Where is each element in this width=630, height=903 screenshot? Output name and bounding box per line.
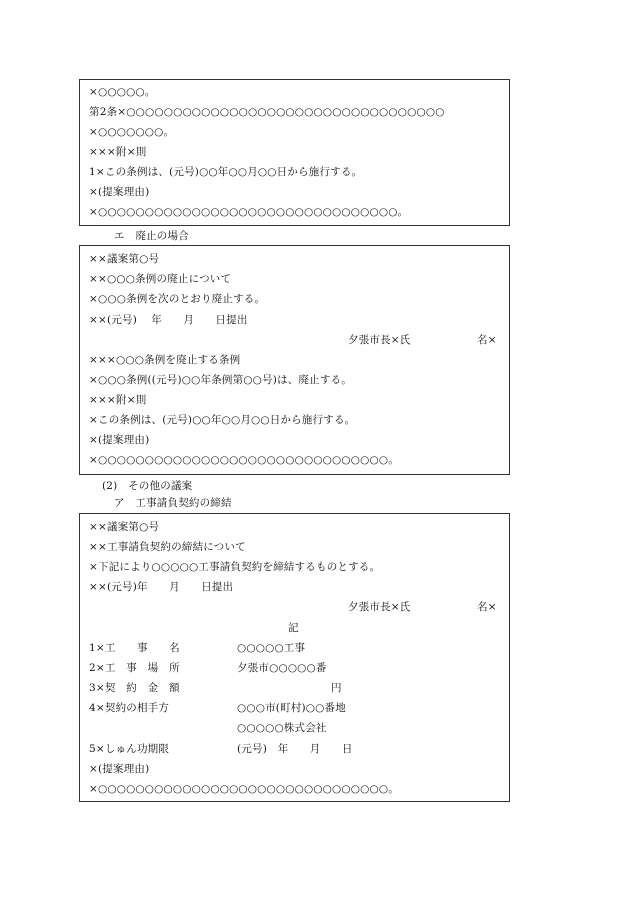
text-line: ××議案第○号 [89,521,160,533]
text-line: ×××○○○条例を廃止する条例 [89,354,241,366]
text-line: ×○○○条例を次のとおり廃止する。 [89,293,266,305]
section-heading-other-bills: (2) その他の議案 [102,480,193,492]
text-line: ××工事請負契約の締結について [89,541,246,553]
text-line: ×(提案理由) [89,186,150,198]
text-line: ××○○○条例の廃止について [89,273,232,285]
text-line: ×○○○○○。 [89,86,156,98]
text-line: ×○○○○○○○。 [89,126,175,138]
ki-heading: 記 [288,622,299,634]
submission-date: ××(元号) 年 月 日提出 [89,314,248,326]
text-line: ×○○○○○○○○○○○○○○○○○○○○○○○○○○○○○○○。 [89,454,399,466]
item-value: ○○○市(町村)○○番地 [237,702,346,714]
text-line: ×○○○○○○○○○○○○○○○○○○○○○○○○○○○○○○○○。 [89,206,409,218]
item-label: 5×しゅん功期限 [89,743,170,755]
text-line: ××議案第○号 [89,253,160,265]
item-value: ○○○○○工事 [237,642,306,654]
text-line: ×××附×則 [89,394,147,406]
text-line: ×(提案理由) [89,763,150,775]
item-label: 2×工 事 場 所 [89,662,180,674]
mayor-signature-name: 名× [477,334,497,346]
text-line: ×この条例は、(元号)○○年○○月○○日から施行する。 [89,414,356,426]
item-value: ○○○○○株式会社 [237,722,327,734]
mayor-signature-label: 夕張市長×氏 [348,334,411,346]
bill-box-amendment [79,79,510,226]
bill-box-contract [79,513,510,802]
mayor-signature-name: 名× [477,601,497,613]
text-line: ×○○○条例((元号)○○年条例第○○号)は、廃止する。 [89,374,352,386]
submission-date: ××(元号)年 月 日提出 [89,581,234,593]
section-heading-contract: ア 工事請負契約の締結 [114,497,232,509]
text-line: 1×この条例は、(元号)○○年○○月○○日から施行する。 [89,166,363,178]
item-value: 円 [331,682,342,694]
section-heading-abolition: エ 廃止の場合 [114,230,189,242]
item-label: 4×契約の相手方 [89,702,170,714]
text-line: ×(提案理由) [89,434,150,446]
item-value: (元号) 年 月 日 [237,743,353,755]
text-line: ×○○○○○○○○○○○○○○○○○○○○○○○○○○○○○○○。 [89,783,399,795]
item-label: 1×工 事 名 [89,642,180,654]
text-line: ×××附×則 [89,146,147,158]
bill-box-abolition [79,245,510,475]
item-label: 3×契 約 金 額 [89,682,180,694]
item-value: 夕張市○○○○○番 [237,662,327,674]
text-line: ×下記により○○○○○工事請負契約を締結するものとする。 [89,561,381,573]
text-line: 第2条×○○○○○○○○○○○○○○○○○○○○○○○○○○○○○○○○○○ [89,106,445,118]
mayor-signature-label: 夕張市長×氏 [348,601,411,613]
